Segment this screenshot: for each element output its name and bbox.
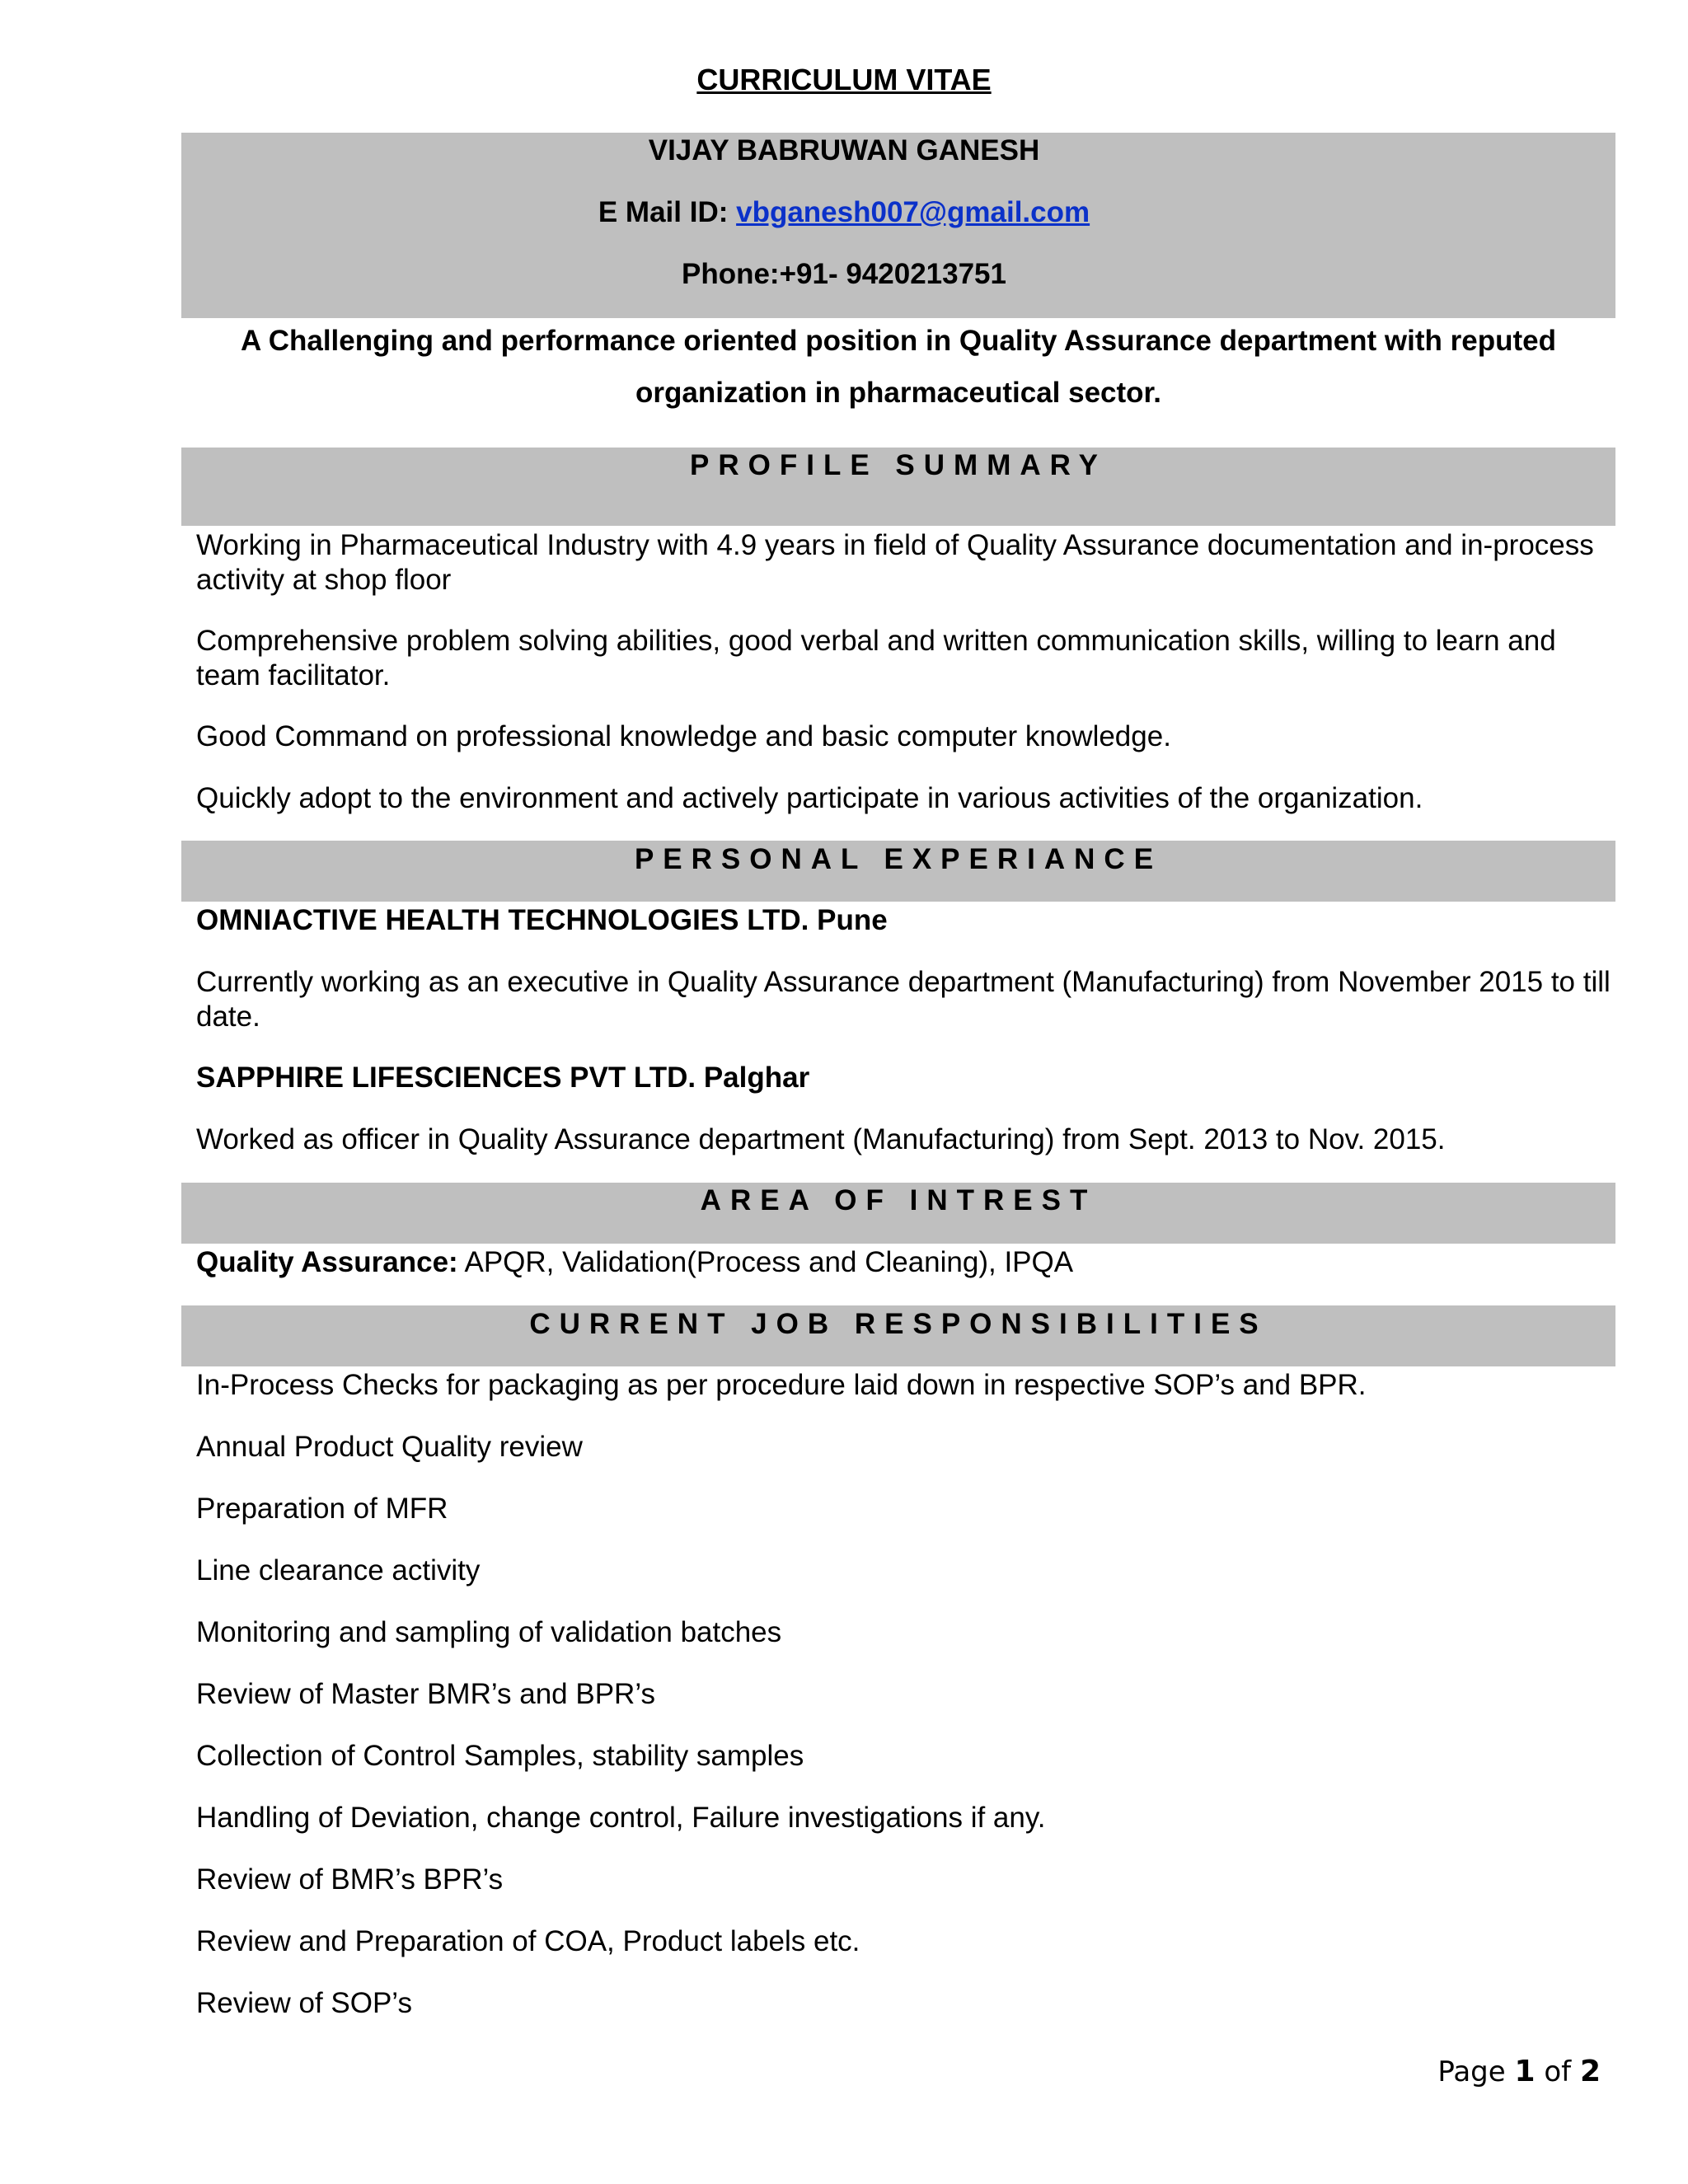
responsibility-item: In-Process Checks for packaging as per procedure laid down in respective SOP’s and BPR. [196, 1369, 1367, 1401]
company-name: OMNIACTIVE HEALTH TECHNOLOGIES LTD. Pune [196, 904, 888, 936]
experience-heading: PERSONAL EXPERIANCE [634, 843, 1163, 875]
responsibility-item: Monitoring and sampling of validation batches [196, 1616, 782, 1648]
responsibility-item: Collection of Control Samples, stability samples [196, 1740, 804, 1772]
interest-heading: AREA OF INTREST [700, 1184, 1097, 1216]
email-link[interactable]: vbganesh007@gmail.com [736, 196, 1090, 228]
interest-label: Quality Assurance: [196, 1246, 458, 1278]
candidate-name: VIJAY BABRUWAN GANESH [648, 134, 1040, 166]
page-number [1437, 2055, 1601, 2088]
interest-line [196, 1245, 1614, 1280]
document-title: CURRICULUM VITAE [696, 63, 992, 96]
responsibility-item: Line clearance activity [196, 1554, 481, 1586]
responsibility-item: Review of SOP’s [196, 1987, 412, 2019]
page-current: 1 [1514, 2055, 1536, 2088]
interest-value: APQR, Validation(Process and Cleaning), IPQA [457, 1246, 1074, 1278]
email-label: E Mail ID: [598, 196, 737, 228]
responsibility-item: Review of Master BMR’s and BPR’s [196, 1678, 655, 1710]
email-line [0, 196, 1688, 229]
profile-summary-item: Comprehensive problem solving abilities, good verbal and written communication skills, willing to learn and team facilitator. [196, 625, 1556, 691]
responsibilities-heading: CURRENT JOB RESPONSIBILITIES [529, 1308, 1268, 1340]
page-word: Page [1437, 2055, 1515, 2088]
responsibility-item: Annual Product Quality review [196, 1431, 583, 1463]
company-name: SAPPHIRE LIFESCIENCES PVT LTD. Palghar [196, 1062, 810, 1094]
responsibility-item: Review of BMR’s BPR’s [196, 1863, 504, 1896]
responsibility-item: Handling of Deviation, change control, Failure investigations if any. [196, 1802, 1046, 1834]
job-description: Currently working as an executive in Quality Assurance department (Manufacturing) from November 2015 to till date. [196, 966, 1611, 1033]
career-objective: A Challenging and performance oriented position in Quality Assurance department with reputed organization in pharmaceutical sector. [241, 325, 1556, 409]
profile-summary-item: Working in Pharmaceutical Industry with 4.9 years in field of Quality Assurance documentation and in-process activity at shop floor [196, 529, 1594, 596]
page-total: 2 [1579, 2055, 1601, 2088]
profile-summary-heading: PROFILE SUMMARY [690, 449, 1107, 481]
responsibility-item: Preparation of MFR [196, 1493, 448, 1525]
of-word: of [1535, 2055, 1580, 2088]
phone-line: Phone:+91- 9420213751 [681, 258, 1006, 290]
job-description: Worked as officer in Quality Assurance department (Manufacturing) from Sept. 2013 to Nov. 2015. [196, 1123, 1446, 1155]
responsibility-item: Review and Preparation of COA, Product labels etc. [196, 1925, 860, 1957]
profile-summary-item: Good Command on professional knowledge and basic computer knowledge. [196, 720, 1171, 752]
profile-summary-item: Quickly adopt to the environment and actively participate in various activities of the organization. [196, 782, 1423, 814]
